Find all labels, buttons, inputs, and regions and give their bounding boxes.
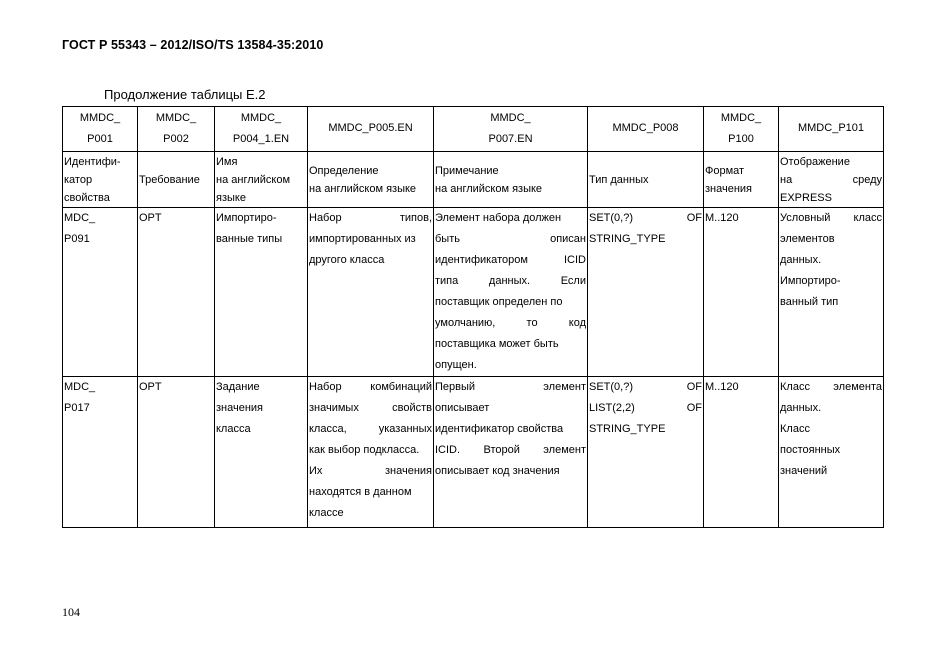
column-description: Требование xyxy=(138,152,215,208)
document-header: ГОСТ Р 55343 – 2012/ISO/TS 13584-35:2010 xyxy=(62,38,324,52)
table-cell: Задание значения класса xyxy=(215,377,308,528)
table-cell: OPT xyxy=(138,377,215,528)
column-code: MMDC_ P100 xyxy=(704,107,779,152)
table-cell: OPT xyxy=(138,208,215,377)
column-code: MMDC_ P001 xyxy=(63,107,138,152)
table-cell: Набор типов, импортированных из другого класса xyxy=(308,208,434,377)
column-code: MMDC_ P007.EN xyxy=(434,107,588,152)
table-cell: MDC_ P017 xyxy=(63,377,138,528)
table-cell: SET(0,?) OF LIST(2,2) OF STRING_TYPE xyxy=(588,377,704,528)
column-description: Тип данных xyxy=(588,152,704,208)
column-description: Формат значения xyxy=(704,152,779,208)
table-cell: Класс элемента данных. Класс постоянных значений xyxy=(779,377,884,528)
table-cell: Условный класс элементов данных. Импортиро- ванный тип xyxy=(779,208,884,377)
table-cell: SET(0,?) OF STRING_TYPE xyxy=(588,208,704,377)
column-description: Идентифи- катор свойства xyxy=(63,152,138,208)
table-cell: MDC_ P091 xyxy=(63,208,138,377)
column-description-row xyxy=(63,152,884,208)
column-description: Определение на английском языке xyxy=(308,152,434,208)
column-code: MMDC_P101 xyxy=(779,107,884,152)
table-cell: Импортиро- ванные типы xyxy=(215,208,308,377)
column-code: MMDC_ P004_1.EN xyxy=(215,107,308,152)
table-cell: M..120 xyxy=(704,377,779,528)
page-number: 104 xyxy=(62,605,80,619)
table-row xyxy=(63,377,884,528)
column-code: MMDC_P005.EN xyxy=(308,107,434,152)
table-row xyxy=(63,208,884,377)
table-caption: Продолжение таблицы Е.2 xyxy=(104,87,266,102)
table-cell: Набор комбинаций значимых свойств класса, указанных как выбор подкласса. Их значения находятся в данном классе xyxy=(308,377,434,528)
table-cell: Элемент набора должен быть описан идентификатором ICID типа данных. Если поставщик определен по умолчанию, то код поставщика может быть опущен. xyxy=(434,208,588,377)
column-description: Имя на английском языке xyxy=(215,152,308,208)
column-code-row xyxy=(63,107,884,152)
data-table xyxy=(62,106,884,528)
column-code: MMDC_P008 xyxy=(588,107,704,152)
column-code: MMDC_ P002 xyxy=(138,107,215,152)
table-cell: M..120 xyxy=(704,208,779,377)
column-description: Примечание на английском языке xyxy=(434,152,588,208)
table-cell: Первый элемент описывает идентификатор свойства ICID. Второй элемент описывает код значения xyxy=(434,377,588,528)
column-description: Отображение на среду EXPRESS xyxy=(779,152,884,208)
